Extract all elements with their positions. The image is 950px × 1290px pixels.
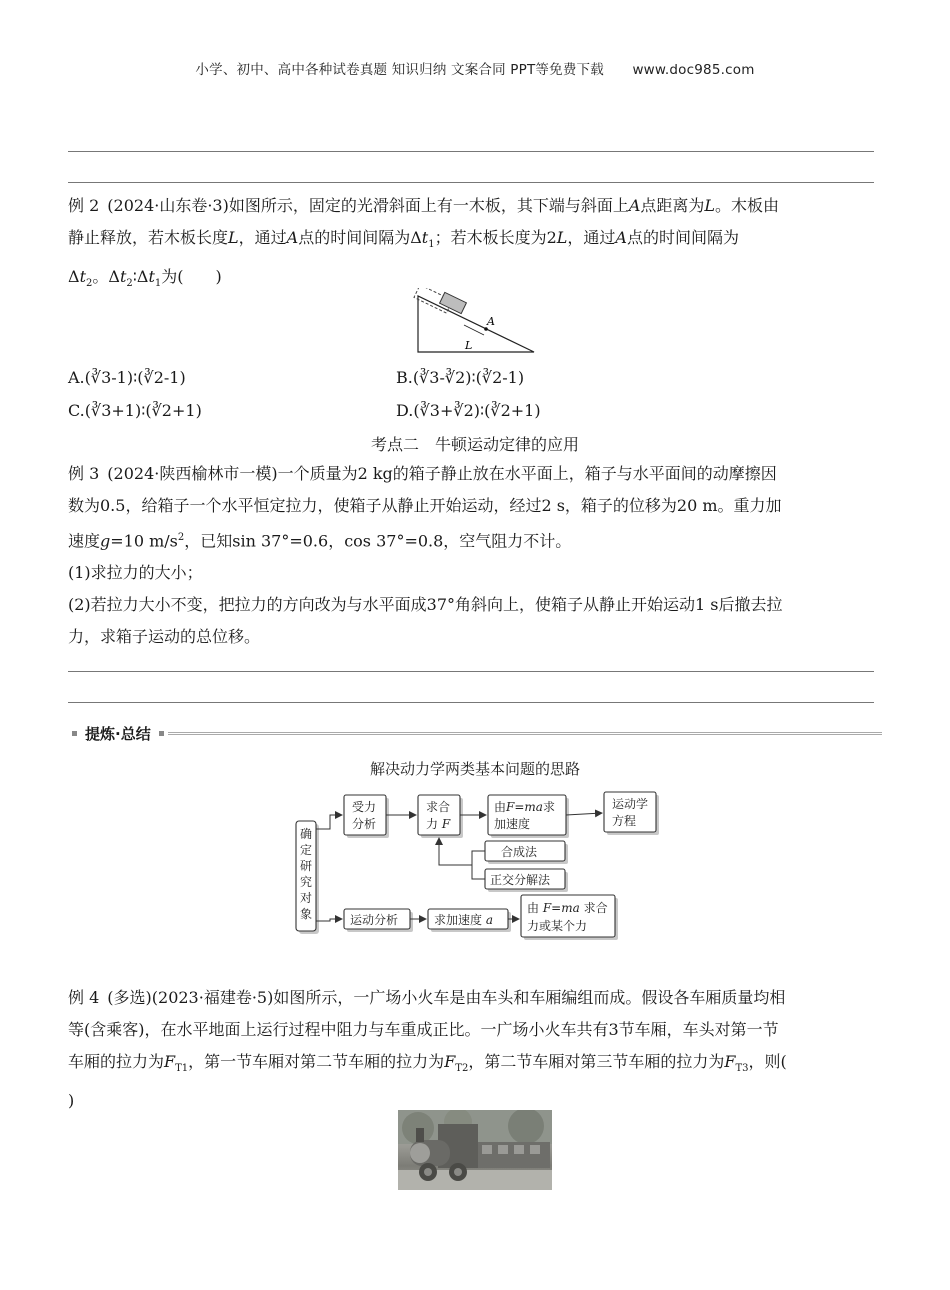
summary-rule	[168, 732, 882, 735]
example-3	[68, 458, 876, 653]
page-header	[0, 58, 950, 78]
example-2-line-3: $\Delta t_2$。$\Delta t_2∶\Delta t_1$为( )	[68, 267, 222, 290]
svg-text:方程: 方程	[612, 814, 637, 828]
svg-text:研: 研	[300, 859, 313, 873]
example-3-question-1: (1)求拉力的大小；	[68, 563, 203, 583]
bracket-methods	[472, 851, 485, 879]
example-4-line-1: 例 4 (多选)(2023·福建卷·5)如图所示，一广场小火车是由车头和车厢编组而成。假设各车厢质量均相	[68, 988, 786, 1007]
header-url[interactable]: www.doc985.com	[632, 62, 755, 78]
example-4	[68, 982, 876, 1117]
answer-line	[68, 182, 874, 183]
svg-text:力或某个力: 力或某个力	[527, 919, 588, 933]
svg-text:对: 对	[300, 891, 313, 905]
square-bullet-icon	[159, 731, 164, 736]
example-4-line-2: 等(含乘客)，在水平地面上运行过程中阻力与车重成正比。一广场小火车共有3节车厢，车头对第一节	[68, 1020, 779, 1039]
example-4-line-4: )	[68, 1091, 75, 1111]
example-3-question-2-cont: 力，求箱子运动的总位移。	[68, 627, 261, 647]
example-2-label: 例 2	[68, 196, 100, 215]
answer-line	[68, 702, 874, 703]
svg-text:定: 定	[300, 843, 313, 857]
summary-heading	[68, 722, 882, 744]
incline-figure	[410, 288, 542, 356]
svg-text:究: 究	[300, 875, 313, 889]
example-3-line-3: 速度g=10 $m/s^2$，已知sin 37°=0.6，cos 37°=0.8，空气阻力不计。	[68, 531, 572, 551]
example-3-line-1: 例 3 (2024·陕西榆林市一模)一个质量为2 kg的箱子静止放在水平面上，箱子与水平面间的动摩擦因	[68, 464, 777, 483]
example-3-label: 例 3	[68, 464, 100, 483]
svg-text:受力: 受力	[352, 800, 377, 814]
arrow-to-motion	[316, 919, 342, 921]
svg-text:力 F: 力 F	[426, 817, 451, 831]
svg-text:确: 确	[300, 827, 313, 841]
chimney	[416, 1128, 424, 1142]
arrow-to-force	[316, 815, 342, 829]
option-b[interactable]: B.(∛3-∛2)∶(∛2-1)	[396, 368, 525, 387]
train-illustration	[398, 1110, 552, 1190]
header-text: 小学、初中、高中各种试卷真题 知识归纳 文案合同 PPT等免费下载	[195, 62, 604, 78]
svg-text:求加速度 a: 求加速度 a	[434, 913, 493, 927]
locomotive-face	[410, 1143, 430, 1163]
example-2-line-2: 静止释放，若木板长度L，通过A点的时间间隔为$\Delta t_1$；若木板长度为2L，通过A点的时间间隔为	[68, 228, 739, 251]
train-photo	[398, 1110, 552, 1190]
example-3-question-2: (2)若拉力大小不变，把拉力的方向改为与水平面成37°角斜向上，使箱子从静止开始运动1 s后撤去拉	[68, 595, 783, 615]
svg-text:运动分析: 运动分析	[350, 913, 399, 927]
flowchart	[290, 786, 670, 946]
example-2-line-1: 例 2 (2024·山东卷·3)如图所示，固定的光滑斜面上有一木板，其下端与斜面上A点距离为L。木板由	[68, 196, 780, 215]
incline-triangle	[418, 296, 534, 352]
option-c[interactable]: C.(∛3+1)∶(∛2+1)	[68, 401, 202, 420]
arrow-methods-net	[439, 838, 472, 865]
option-a[interactable]: A.(∛3-1)∶(∛2-1)	[68, 368, 186, 387]
svg-text:分析: 分析	[352, 817, 377, 831]
svg-text:运动学: 运动学	[612, 797, 649, 811]
section-title: 考点二 牛顿运动定律的应用	[370, 435, 579, 454]
answer-line	[68, 151, 874, 152]
board-block	[440, 292, 467, 313]
label-a: A	[487, 315, 495, 328]
svg-text:象: 象	[300, 907, 313, 921]
svg-text:由 F=ma 求合: 由 F=ma 求合	[527, 901, 608, 915]
svg-text:合成法: 合成法	[501, 845, 538, 859]
svg-text:加速度: 加速度	[494, 817, 531, 831]
svg-text:正交分解法: 正交分解法	[490, 873, 551, 887]
example-4-line-3: 车厢的拉力为$F_{T1}$，第一节车厢对第二节车厢的拉力为$F_{T2}$，第二节车厢对第三节车厢的拉力为$F_{T3}$，则(	[68, 1052, 787, 1075]
flowchart-title: 解决动力学两类基本问题的思路	[369, 760, 580, 778]
svg-text:由F=ma求: 由F=ma求	[494, 800, 555, 814]
arrow-acc-kin	[566, 813, 602, 815]
example-2	[68, 190, 876, 300]
label-l: L	[465, 339, 473, 352]
option-d[interactable]: D.(∛3+∛2)∶(∛2+1)	[396, 401, 541, 420]
answer-line	[68, 671, 874, 672]
svg-text:求合: 求合	[426, 800, 451, 814]
example-3-line-2: 数为0.5，给箱子一个水平恒定拉力，使箱子从静止开始运动，经过2 s，箱子的位移为20 m。重力加	[68, 496, 782, 515]
square-bullet-icon	[72, 731, 77, 736]
summary-label: 提炼·总结	[85, 724, 151, 743]
example-4-label: 例 4	[68, 988, 100, 1007]
